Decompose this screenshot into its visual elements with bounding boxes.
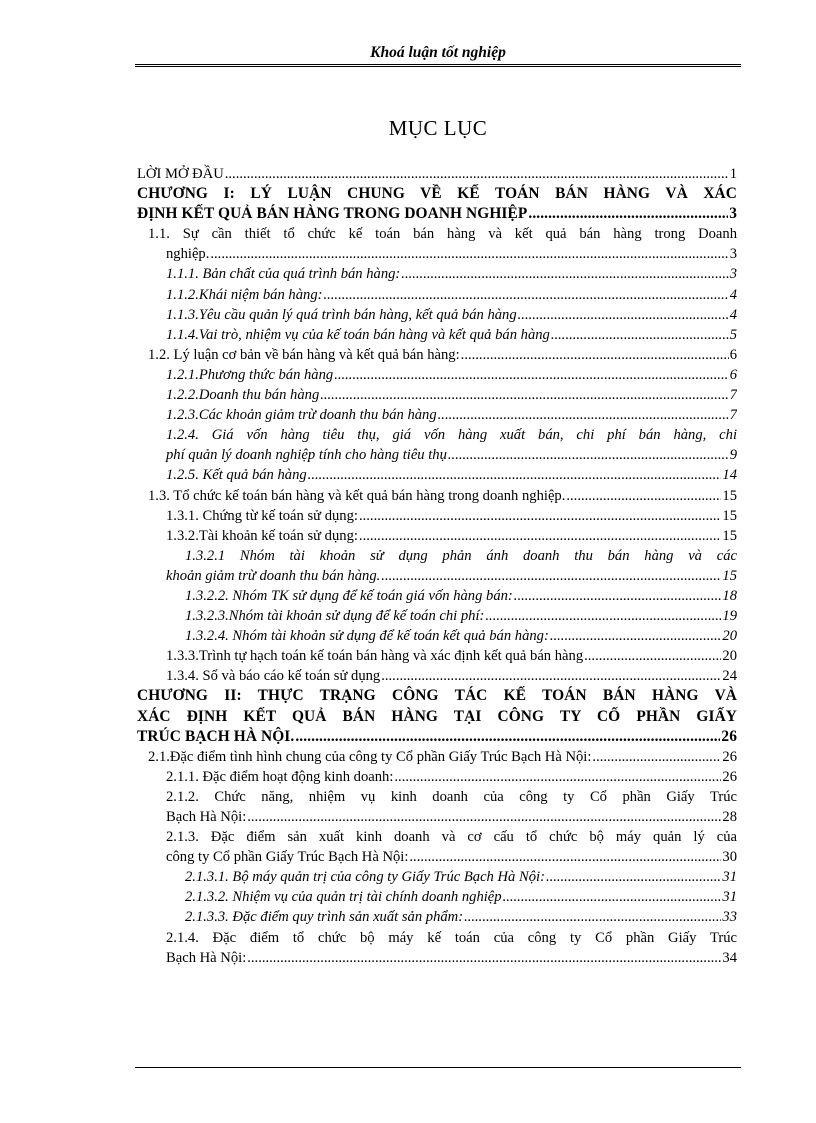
toc-entry-1-3-4[interactable]: 1.3.4. Sổ và báo cáo kế toán sử dụng ..... 24 [137,666,737,686]
toc-entry-1-1-1[interactable]: 1.1.1. Bản chất của quá trình bán hàng: ..... 3 [137,264,737,284]
toc-entry-chuong-1-line1[interactable]: CHƯƠNG I: LÝ LUẬN CHUNG VỀ KẾ TOÁN BÁN HÀNG VÀ XÁC [137,185,737,203]
toc-entry-chuong-2-line1[interactable]: CHƯƠNG II: THỰC TRẠNG CÔNG TÁC KẾ TOÁN BÁN HÀNG VÀ [137,687,737,705]
toc-entry-1-2[interactable]: 1.2. Lý luận cơ bản về bán hàng và kết quả bán hàng: ..... 6 [137,345,737,365]
toc-entry-1-1-line1[interactable]: 1.1. Sự cần thiết tổ chức kế toán bán hàng và kết quả bán hàng trong Doanh [148,226,737,243]
footer-rule [135,1067,741,1068]
toc-entry-chuong-1[interactable]: ĐỊNH KẾT QUẢ BÁN HÀNG TRONG DOANH NGHIỆP ..... 3 [137,204,737,224]
toc-entry-1-1-3[interactable]: 1.1.3.Yêu cầu quản lý quá trình bán hàng, kết quả bán hàng ..... 4 [137,305,737,325]
toc-title: MỤC LỤC [388,116,488,140]
toc-entry-1-3-2-2[interactable]: 1.3.2.2. Nhóm TK sử dụng để kế toán giá vốn hàng bán: ..... 18 [137,586,737,606]
toc-entry-chuong-2[interactable]: TRÚC BẠCH HÀ NỘI. ..... 26 [137,727,737,747]
toc-entry-1-3[interactable]: 1.3. Tổ chức kế toán bán hàng và kết quả bán hàng trong doanh nghiệp. ..... 15 [137,486,737,506]
toc-entry-2-1-3-2[interactable]: 2.1.3.2. Nhiệm vụ của quản trị tài chính doanh nghiệp ..... 31 [137,887,737,907]
toc-entry-2-1-2[interactable]: Bạch Hà Nội: ..... 28 [137,807,737,827]
toc-entry-1-2-4[interactable]: phí quản lý doanh nghiệp tính cho hàng tiêu thụ ..... 9 [137,445,737,465]
toc-entry-2-1-3[interactable]: công ty Cổ phần Giấy Trúc Bạch Hà Nội: ..... 30 [137,847,737,867]
toc-entry-1-1-4[interactable]: 1.1.4.Vai trò, nhiệm vụ của kế toán bán hàng và kết quả bán hàng ..... 5 [137,325,737,345]
header-rule [135,64,741,67]
toc-entry-2-1-3-3[interactable]: 2.1.3.3. Đặc điểm quy trình sản xuất sản phẩm: ..... 33 [137,907,737,927]
toc-entry-1-3-2[interactable]: 1.3.2.Tài khoản kế toán sử dụng: ..... 15 [137,526,737,546]
toc-entry-loi-mo-dau[interactable]: LỜI MỞ ĐẦU ..... 1 [137,164,737,184]
toc-entry-2-1-4[interactable]: Bạch Hà Nội: ..... 34 [137,948,737,968]
toc-entry-2-1-2-line1[interactable]: 2.1.2. Chức năng, nhiệm vụ kinh doanh của công ty Cổ phần Giấy Trúc [166,788,737,805]
toc-entry-1-3-2-4[interactable]: 1.3.2.4. Nhóm tài khoản sử dụng để kế toán kết quả bán hàng: ..... 20 [137,626,737,646]
toc-entry-2-1-3-1[interactable]: 2.1.3.1. Bộ máy quản trị của công ty Giấy Trúc Bạch Hà Nội: ..... 31 [137,867,737,887]
toc-entry-2-1[interactable]: 2.1.Đặc điểm tình hình chung của công ty Cổ phần Giấy Trúc Bạch Hà Nội: ..... 26 [137,747,737,767]
toc-entry-1-1[interactable]: nghiệp. ..... 3 [137,244,737,264]
toc-entry-chuong-2-line2[interactable]: XÁC ĐỊNH KẾT QUẢ BÁN HÀNG TẠI CÔNG TY CỔ PHẦN GIẤY [137,707,737,725]
toc-entry-2-1-3-line1[interactable]: 2.1.3. Đặc điểm sản xuất kinh doanh và cơ cấu tổ chức bộ máy quản lý của [166,829,737,846]
toc-entry-1-2-4-line1[interactable]: 1.2.4. Giá vốn hàng tiêu thụ, giá vốn hàng xuất bán, chi phí bán hàng, chi [166,427,737,444]
toc-entry-1-2-5[interactable]: 1.2.5. Kết quả bán hàng ..... 14 [137,465,737,485]
toc-entry-1-2-1[interactable]: 1.2.1.Phương thức bán hàng ..... 6 [137,365,737,385]
toc-entry-1-3-3[interactable]: 1.3.3.Trình tự hạch toán kế toán bán hàng và xác định kết quả bán hàng ..... 20 [137,646,737,666]
toc-entry-1-3-2-1[interactable]: khoản giảm trừ doanh thu bán hàng. ..... 15 [137,566,737,586]
toc-entry-1-3-1[interactable]: 1.3.1. Chứng từ kế toán sử dụng: ..... 15 [137,506,737,526]
toc-entry-2-1-4-line1[interactable]: 2.1.4. Đặc điểm tổ chức bộ máy kế toán của công ty Cổ phần Giấy Trúc [166,929,737,946]
toc-entry-1-1-2[interactable]: 1.1.2.Khái niệm bán hàng: ..... 4 [137,285,737,305]
toc-entry-1-3-2-1-line1[interactable]: 1.3.2.1 Nhóm tài khoản sử dụng phản ánh doanh thu bán hàng và các [185,547,737,564]
table-of-contents [137,164,737,968]
toc-entry-2-1-1[interactable]: 2.1.1. Đặc điểm hoạt động kinh doanh: ..... 26 [137,767,737,787]
toc-entry-1-2-2[interactable]: 1.2.2.Doanh thu bán hàng ..... 7 [137,385,737,405]
toc-entry-1-2-3[interactable]: 1.2.3.Các khoản giảm trừ doanh thu bán hàng ..... 7 [137,405,737,425]
running-header: Khoá luận tốt nghiệp [370,44,506,61]
toc-entry-1-3-2-3[interactable]: 1.3.2.3.Nhóm tài khoản sử dụng để kế toán chi phí: ..... 19 [137,606,737,626]
